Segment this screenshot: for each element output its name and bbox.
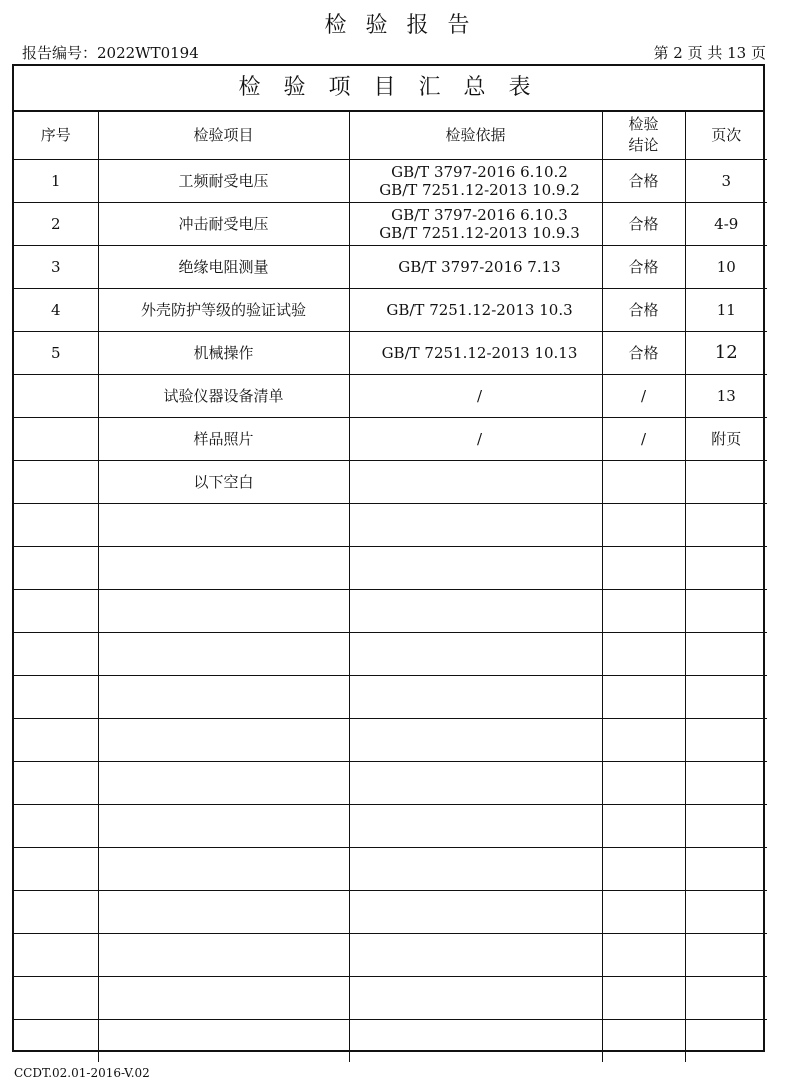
empty-cell bbox=[14, 847, 98, 890]
empty-cell bbox=[98, 675, 349, 718]
empty-cell bbox=[14, 718, 98, 761]
cell-item: 绝缘电阻测量 bbox=[98, 245, 349, 288]
empty-cell bbox=[14, 675, 98, 718]
empty-row bbox=[14, 503, 767, 546]
cell-basis bbox=[349, 159, 602, 202]
column-header-item: 检验项目 bbox=[98, 112, 349, 159]
empty-cell bbox=[98, 976, 349, 1019]
cell-no: 4 bbox=[14, 288, 98, 331]
empty-cell bbox=[14, 761, 98, 804]
cell-item: 样品照片 bbox=[98, 417, 349, 460]
empty-cell bbox=[349, 890, 602, 933]
cell-item: 外壳防护等级的验证试验 bbox=[98, 288, 349, 331]
empty-row bbox=[14, 847, 767, 890]
cell-item: 试验仪器设备清单 bbox=[98, 374, 349, 417]
empty-cell bbox=[685, 718, 767, 761]
cell-conclusion: 合格 bbox=[602, 288, 685, 331]
cell-item: 冲击耐受电压 bbox=[98, 202, 349, 245]
empty-row bbox=[14, 976, 767, 1019]
empty-cell bbox=[14, 460, 98, 503]
column-header-page: 页次 bbox=[685, 112, 767, 159]
empty-cell bbox=[602, 503, 685, 546]
empty-cell bbox=[685, 761, 767, 804]
empty-cell bbox=[602, 675, 685, 718]
cell-no bbox=[14, 374, 98, 417]
table-row bbox=[14, 331, 767, 374]
empty-cell bbox=[602, 761, 685, 804]
empty-cell bbox=[602, 976, 685, 1019]
header-row bbox=[14, 112, 767, 159]
table-row bbox=[14, 417, 767, 460]
empty-cell bbox=[98, 546, 349, 589]
cell-no: 2 bbox=[14, 202, 98, 245]
cell-basis bbox=[349, 202, 602, 245]
table-row bbox=[14, 288, 767, 331]
empty-cell bbox=[14, 503, 98, 546]
empty-cell bbox=[98, 503, 349, 546]
empty-cell bbox=[98, 761, 349, 804]
empty-cell bbox=[349, 460, 602, 503]
empty-cell bbox=[685, 546, 767, 589]
summary-table-frame bbox=[12, 64, 765, 1052]
basis-line: GB/T 7251.12-2013 10.3 bbox=[386, 300, 573, 319]
empty-cell bbox=[602, 546, 685, 589]
empty-cell bbox=[14, 1019, 98, 1062]
empty-cell bbox=[98, 718, 349, 761]
empty-cell bbox=[602, 1019, 685, 1062]
empty-row bbox=[14, 718, 767, 761]
cell-page: 12 bbox=[685, 331, 767, 374]
document-title: 检 验 报 告 bbox=[324, 13, 476, 38]
empty-cell bbox=[602, 847, 685, 890]
table-row bbox=[14, 159, 767, 202]
cell-page: 3 bbox=[685, 159, 767, 202]
column-header-basis: 检验依据 bbox=[349, 112, 602, 159]
end-marker-row bbox=[14, 460, 767, 503]
cell-conclusion: 合格 bbox=[602, 159, 685, 202]
cell-conclusion: 合格 bbox=[602, 202, 685, 245]
empty-cell bbox=[685, 976, 767, 1019]
empty-cell bbox=[602, 632, 685, 675]
cell-basis bbox=[349, 245, 602, 288]
cell-item: 机械操作 bbox=[98, 331, 349, 374]
empty-cell bbox=[14, 632, 98, 675]
empty-cell bbox=[602, 718, 685, 761]
empty-cell bbox=[349, 675, 602, 718]
cell-basis bbox=[349, 374, 602, 417]
cell-conclusion: / bbox=[602, 417, 685, 460]
page-info: 第 2 页 共 13 页 bbox=[653, 44, 766, 62]
empty-cell bbox=[349, 718, 602, 761]
empty-cell bbox=[349, 589, 602, 632]
cell-page: 11 bbox=[685, 288, 767, 331]
empty-cell bbox=[602, 460, 685, 503]
form-code: CCDT.02.01-2016-V.02 bbox=[14, 1066, 150, 1080]
cell-no bbox=[14, 417, 98, 460]
empty-cell bbox=[14, 804, 98, 847]
empty-cell bbox=[98, 933, 349, 976]
empty-row bbox=[14, 546, 767, 589]
empty-cell bbox=[685, 632, 767, 675]
cell-conclusion: 合格 bbox=[602, 331, 685, 374]
cell-conclusion: 合格 bbox=[602, 245, 685, 288]
cell-item: 工频耐受电压 bbox=[98, 159, 349, 202]
inspection-summary-table bbox=[14, 112, 767, 1062]
empty-cell bbox=[685, 589, 767, 632]
empty-cell bbox=[602, 804, 685, 847]
empty-cell bbox=[14, 890, 98, 933]
basis-line: / bbox=[476, 386, 483, 405]
empty-cell bbox=[14, 589, 98, 632]
empty-cell bbox=[602, 933, 685, 976]
empty-cell bbox=[98, 1019, 349, 1062]
cell-basis bbox=[349, 331, 602, 374]
empty-cell bbox=[98, 589, 349, 632]
cell-no: 3 bbox=[14, 245, 98, 288]
empty-cell bbox=[602, 890, 685, 933]
empty-cell bbox=[349, 632, 602, 675]
empty-cell bbox=[98, 890, 349, 933]
cell-no: 1 bbox=[14, 159, 98, 202]
cell-page: 13 bbox=[685, 374, 767, 417]
column-header-conclusion-label: 检验结论 bbox=[628, 115, 659, 155]
empty-cell bbox=[685, 847, 767, 890]
report-number: 报告编号：2022WT0194 bbox=[22, 44, 199, 62]
empty-cell bbox=[349, 761, 602, 804]
empty-cell bbox=[14, 976, 98, 1019]
cell-basis bbox=[349, 288, 602, 331]
empty-cell bbox=[98, 804, 349, 847]
basis-line: GB/T 3797-2016 6.10.3 bbox=[391, 205, 568, 224]
table-row bbox=[14, 245, 767, 288]
empty-cell bbox=[349, 847, 602, 890]
empty-row bbox=[14, 632, 767, 675]
empty-cell bbox=[98, 847, 349, 890]
basis-line: GB/T 7251.12-2013 10.13 bbox=[381, 343, 578, 362]
empty-cell bbox=[349, 976, 602, 1019]
empty-cell bbox=[685, 1019, 767, 1062]
empty-cell bbox=[14, 546, 98, 589]
table-row bbox=[14, 374, 767, 417]
empty-cell bbox=[349, 503, 602, 546]
cell-page: 10 bbox=[685, 245, 767, 288]
column-header-conclusion bbox=[602, 112, 685, 159]
empty-cell bbox=[685, 675, 767, 718]
basis-line: GB/T 3797-2016 6.10.2 bbox=[391, 162, 568, 181]
cell-page: 4-9 bbox=[685, 202, 767, 245]
column-header-no: 序号 bbox=[14, 112, 98, 159]
empty-row bbox=[14, 589, 767, 632]
basis-line: / bbox=[476, 429, 483, 448]
empty-cell bbox=[685, 890, 767, 933]
empty-row bbox=[14, 804, 767, 847]
empty-cell bbox=[685, 503, 767, 546]
empty-cell bbox=[349, 546, 602, 589]
empty-row bbox=[14, 1019, 767, 1062]
cell-page: 附页 bbox=[685, 417, 767, 460]
empty-cell bbox=[98, 632, 349, 675]
empty-cell bbox=[685, 460, 767, 503]
empty-row bbox=[14, 933, 767, 976]
cell-no: 5 bbox=[14, 331, 98, 374]
table-title: 检 验 项 目 汇 总 表 bbox=[14, 66, 763, 112]
empty-row bbox=[14, 761, 767, 804]
empty-cell bbox=[14, 933, 98, 976]
table-row bbox=[14, 202, 767, 245]
empty-row bbox=[14, 675, 767, 718]
empty-cell bbox=[685, 933, 767, 976]
empty-cell bbox=[685, 804, 767, 847]
end-marker: 以下空白 bbox=[98, 460, 349, 503]
empty-cell bbox=[349, 933, 602, 976]
empty-cell bbox=[349, 804, 602, 847]
cell-basis bbox=[349, 417, 602, 460]
empty-cell bbox=[602, 589, 685, 632]
basis-line: GB/T 3797-2016 7.13 bbox=[398, 257, 561, 276]
cell-conclusion: / bbox=[602, 374, 685, 417]
table-body bbox=[14, 112, 767, 1062]
empty-row bbox=[14, 890, 767, 933]
basis-line: GB/T 7251.12-2013 10.9.2 bbox=[379, 180, 580, 199]
empty-cell bbox=[349, 1019, 602, 1062]
basis-line: GB/T 7251.12-2013 10.9.3 bbox=[379, 223, 580, 242]
